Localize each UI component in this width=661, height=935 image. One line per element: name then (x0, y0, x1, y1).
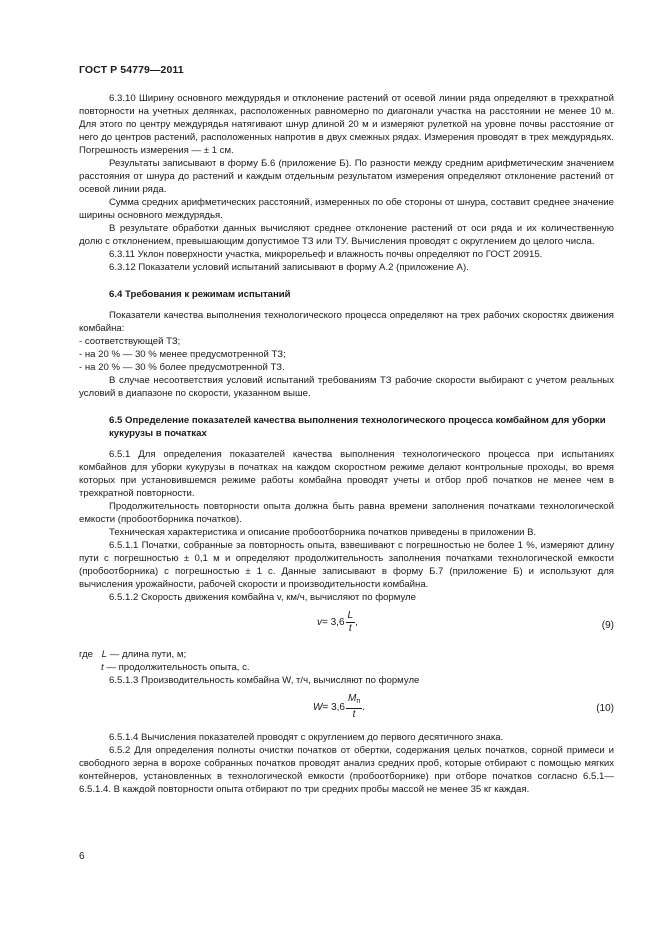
list-item: - соответствующей ТЗ; (79, 336, 181, 347)
formula-punctuation: , (355, 617, 358, 628)
formula-9 (79, 604, 614, 648)
formula-punctuation: . (362, 701, 365, 713)
where-description: — продолжительность опыта, с. (103, 662, 250, 673)
where-prefix: где (79, 649, 94, 660)
where-symbol: t (101, 662, 104, 673)
list-item: - на 20 % — 30 % более предусмотренной ТЗ. (79, 362, 285, 373)
paragraph: Показатели качества выполнения технологического процесса определяют на трех рабочих скоростях движения комбайна: (79, 310, 614, 334)
paragraph-6-5-1-3: 6.5.1.3 Производительность комбайна W, т/ч, вычисляют по формуле (109, 675, 420, 686)
paragraph: В случае несоответствия условий испытаний требованиям ТЗ рабочие скорости выбирают с учетом реальных условий в диапазоне по скорости, указанном выше. (79, 375, 614, 399)
fraction-denominator: t (352, 709, 356, 720)
formula-symbol: W (313, 701, 323, 713)
paragraph-6-3-11: 6.3.11 Уклон поверхности участка, микрорельеф и влажность почвы определяют по ГОСТ 20915. (109, 249, 543, 260)
formula-10 (79, 687, 614, 731)
paragraph: Результаты записывают в форму Б.6 (приложение Б). По разности между средним арифметическим значением расстояния от шнура до растений и каждым отдельным результатом измерения определяют отклонение растений от осевой линии ряда. (79, 158, 614, 195)
numerator-subscript: п (356, 698, 361, 705)
paragraph: Сумма средних арифметических расстояний, измеренных по обе стороны от шнура, составит среднее значение ширины основного междурядья. (79, 197, 614, 221)
paragraph-6-3-10: 6.3.10 Ширину основного междурядья и отклонение растений от осевой линии ряда определяют в трехкратной повторности на учетных делянках, расположенных равномерно по диагонали участка на расстоянии не менее 10 м. Для этого по центру междурядья натягивают шнур длиной 20 м и измеряют рулеткой на уровне почвы расстояние от него до центров растений, расположенных напротив в двух смежных рядах. Измерения проводят в трех междурядьях. Погрешность измерения — ± 1 см. (79, 93, 614, 156)
fraction-denominator: t (348, 623, 352, 634)
where-line-t (79, 661, 614, 674)
formula-fraction (346, 693, 362, 721)
formula-coefficient: = 3,6 (322, 617, 345, 628)
formula-number: (10) (596, 703, 614, 714)
formula-coefficient: = 3,6 (322, 701, 345, 713)
section-heading-6-5: 6.5 Определение показателей качества выполнения технологического процесса комбайном для уборки кукурузы в початках (109, 415, 606, 439)
document-body (79, 92, 614, 796)
paragraph-6-5-1-2: 6.5.1.2 Скорость движения комбайна v, км/ч, вычисляют по формуле (109, 592, 416, 603)
formula-fraction (346, 610, 356, 635)
paragraph: В результате обработки данных вычисляют среднее отклонение растений от оси ряда и их количественную долю с отклонением, превышающим допустимое ТЗ или ТУ. Вычисления проводят с округлением до целого числа. (79, 223, 614, 247)
formula-expression (313, 693, 365, 721)
fraction-numerator: L (347, 610, 354, 621)
list-item: - на 20 % — 30 % менее предусмотренной ТЗ; (79, 349, 286, 360)
formula-symbol: v (317, 617, 322, 628)
formula-number: (9) (601, 620, 614, 631)
paragraph: Продолжительность повторности опыта должна быть равна времени заполнения початками технологической емкости (пробоотборника початков). (79, 501, 614, 525)
paragraph-6-5-1-1: 6.5.1.1 Початки, собранные за повторность опыта, взвешивают с погрешностью не более 1 %, измеряют длину пути с погрешностью ± 0,1 м и определяют продолжительность заполнения початками технологической емкости (пробоотборника) с погрешностью ± 1 с. Данные записывают в форму Б.7 (приложение Б) и используют для вычисления урожайности, рабочей скорости и производительности комбайна. (79, 540, 614, 590)
section-heading-6-4: 6.4 Требования к режимам испытаний (109, 289, 291, 300)
paragraph-6-3-12: 6.3.12 Показатели условий испытаний записывают в форму А.2 (приложение А). (109, 262, 469, 273)
document-header: ГОСТ Р 54779—2011 (79, 64, 184, 76)
where-symbol: L (101, 649, 108, 660)
where-description: — длина пути, м; (107, 649, 187, 660)
paragraph-6-5-1-4: 6.5.1.4 Вычисления показателей проводят с округлением до первого десятичного знака. (109, 732, 504, 743)
where-line-l (79, 648, 614, 661)
numerator-symbol: M (347, 693, 357, 704)
page-number: 6 (79, 851, 85, 862)
paragraph: Техническая характеристика и описание пробоотборника початков приведены в приложении В. (109, 527, 537, 538)
paragraph-6-5-2: 6.5.2 Для определения полноты очистки початков от обертки, содержания целых початков, сорной примеси и свободного зерна в ворохе собранных початков проводят анализ средних проб, которые отбирают с помощью мягких контейнеров, установленных в технологической емкости (пробоотборнике) при отборе початков согласно 6.5.1—6.5.1.4. В каждой повторности опыта отбирают по три средних пробы массой не менее 35 кг каждая. (79, 745, 614, 795)
paragraph-6-5-1: 6.5.1 Для определения показателей качества выполнения технологического процесса при испытаниях комбайнов для уборки кукурузы в початках на каждом скоростном режиме делают контрольные проходы, во время которых при установившемся режиме работы комбайна проводят учеты и отбор проб початков не менее чем в трехкратной повторности. (79, 449, 614, 499)
fraction-numerator (346, 693, 362, 709)
formula-expression (317, 610, 358, 635)
